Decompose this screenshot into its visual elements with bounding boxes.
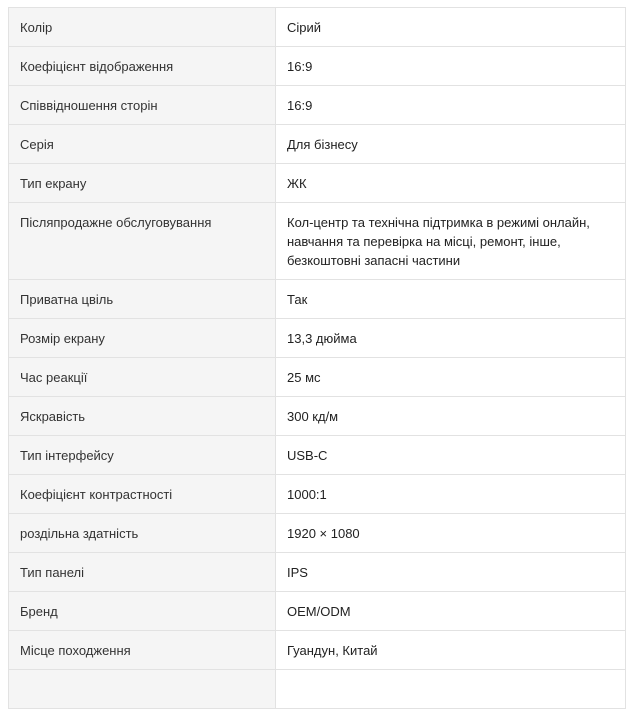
table-row bbox=[9, 319, 626, 358]
spec-value: IPS bbox=[276, 553, 626, 592]
spec-key: Яскравість bbox=[9, 397, 276, 436]
spec-key bbox=[9, 670, 276, 709]
table-row bbox=[9, 514, 626, 553]
spec-value: ЖК bbox=[276, 164, 626, 203]
spec-key: Приватна цвіль bbox=[9, 280, 276, 319]
spec-value: 16:9 bbox=[276, 47, 626, 86]
spec-value: Сірий bbox=[276, 8, 626, 47]
spec-table bbox=[8, 7, 626, 709]
spec-value: 1920 × 1080 bbox=[276, 514, 626, 553]
spec-key: Тип інтерфейсу bbox=[9, 436, 276, 475]
spec-key: Місце походження bbox=[9, 631, 276, 670]
spec-value: 300 кд/м bbox=[276, 397, 626, 436]
spec-table-body bbox=[9, 8, 626, 709]
spec-key: Серія bbox=[9, 125, 276, 164]
table-row bbox=[9, 670, 626, 709]
table-row bbox=[9, 8, 626, 47]
table-row bbox=[9, 358, 626, 397]
table-row bbox=[9, 397, 626, 436]
spec-key: Співвідношення сторін bbox=[9, 86, 276, 125]
spec-key: Коефіцієнт відображення bbox=[9, 47, 276, 86]
spec-key: Розмір екрану bbox=[9, 319, 276, 358]
spec-key: роздільна здатність bbox=[9, 514, 276, 553]
spec-value: 25 мс bbox=[276, 358, 626, 397]
table-row bbox=[9, 125, 626, 164]
table-row bbox=[9, 47, 626, 86]
spec-value: OEM/ODM bbox=[276, 592, 626, 631]
table-row bbox=[9, 631, 626, 670]
spec-value: Кол-центр та технічна підтримка в режимі онлайн, навчання та перевірка на місці, ремонт, інше, безкоштовні запасні частини bbox=[276, 203, 626, 280]
table-row bbox=[9, 86, 626, 125]
spec-key: Бренд bbox=[9, 592, 276, 631]
table-row bbox=[9, 203, 626, 280]
spec-key: Коефіцієнт контрастності bbox=[9, 475, 276, 514]
spec-key: Тип екрану bbox=[9, 164, 276, 203]
table-row bbox=[9, 592, 626, 631]
spec-value: 16:9 bbox=[276, 86, 626, 125]
spec-key: Післяпродажне обслуговування bbox=[9, 203, 276, 280]
spec-value: USB-C bbox=[276, 436, 626, 475]
table-row bbox=[9, 280, 626, 319]
spec-key: Час реакції bbox=[9, 358, 276, 397]
table-row bbox=[9, 436, 626, 475]
table-row bbox=[9, 553, 626, 592]
spec-value: Для бізнесу bbox=[276, 125, 626, 164]
spec-value: 1000:1 bbox=[276, 475, 626, 514]
table-row bbox=[9, 164, 626, 203]
spec-value: Гуандун, Китай bbox=[276, 631, 626, 670]
spec-value: Так bbox=[276, 280, 626, 319]
spec-key: Тип панелі bbox=[9, 553, 276, 592]
spec-value: 13,3 дюйма bbox=[276, 319, 626, 358]
spec-value bbox=[276, 670, 626, 709]
spec-key: Колір bbox=[9, 8, 276, 47]
table-row bbox=[9, 475, 626, 514]
